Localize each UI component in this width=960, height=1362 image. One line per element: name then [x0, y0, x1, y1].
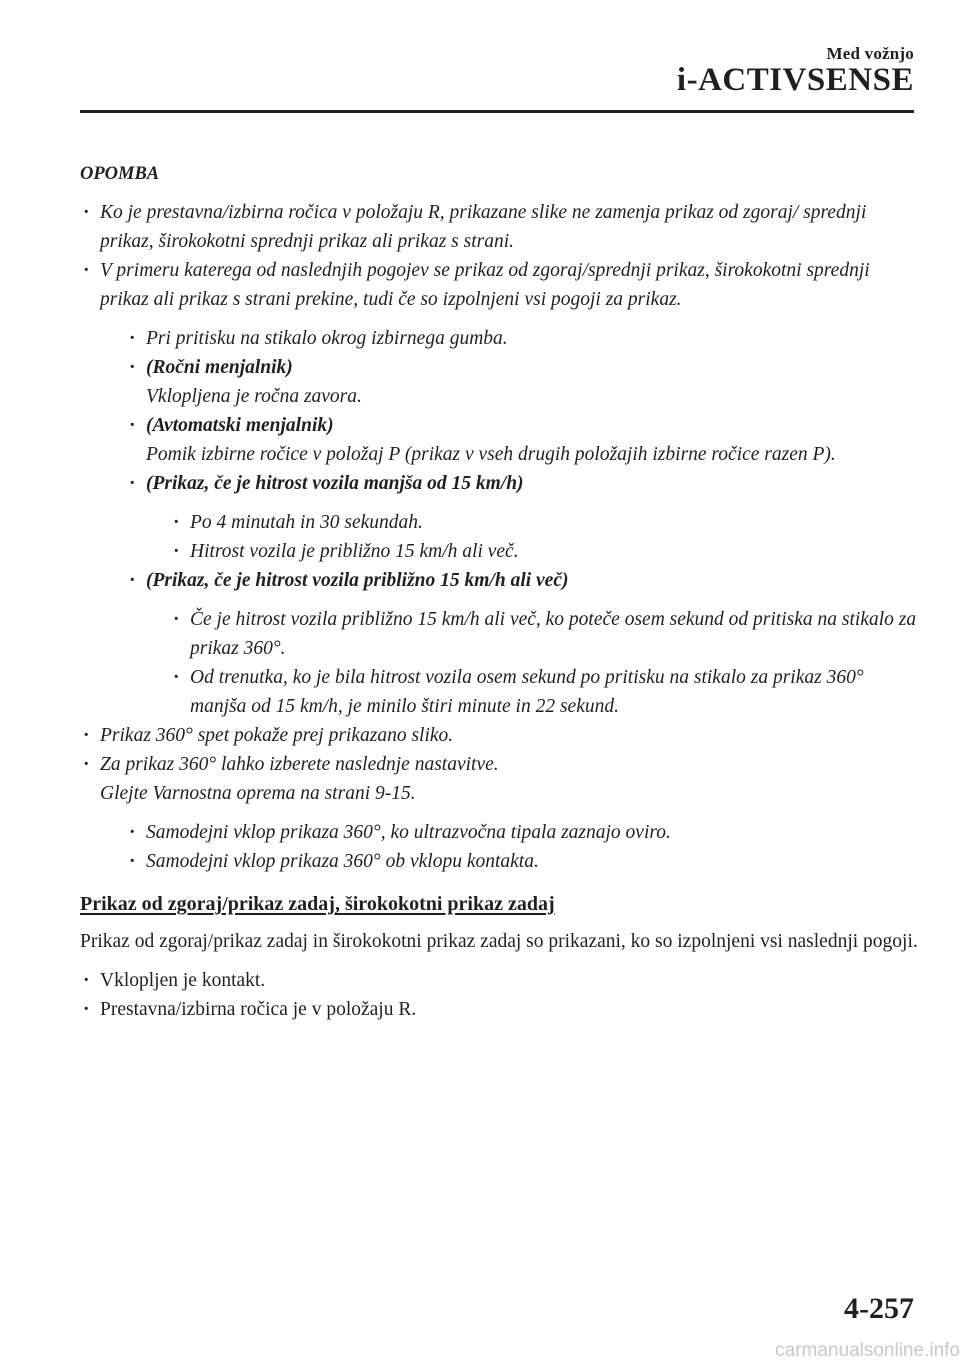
- footer-watermark-url: carmanualsonline.info: [775, 1340, 960, 1361]
- note-bullet-list: [80, 198, 920, 876]
- note-subsublist: [170, 508, 920, 566]
- note-subsubitem: · Od trenutka, ko je bila hitrost vozila osem sekund po pritisku na stikalo za prikaz 360° manjša od 15 km/h, je minilo štiri minute in 22 sekund.: [170, 663, 920, 721]
- page-number: 4-257: [844, 1292, 914, 1325]
- note-bullet: [80, 256, 920, 721]
- note-subitem-text: Vklopljena je ročna zavora.: [146, 386, 362, 407]
- note-sublist: [126, 818, 920, 876]
- note-subitem: [126, 353, 920, 411]
- note-subsubitem: · Če je hitrost vozila približno 15 km/h ali več, ko poteče osem sekund od pritiska na stikalo za prikaz 360°.: [170, 605, 920, 663]
- note-title: OPOMBA: [80, 164, 160, 184]
- section-paragraph: Prikaz od zgoraj/prikaz zadaj in širokokotni prikaz zadaj so prikazani, ko so izpolnjeni vsi naslednji pogoji.: [80, 931, 918, 952]
- note-subitem-heading: (Ročni menjalnik): [146, 357, 293, 378]
- note-cross-reference: Glejte Varnostna oprema na strani 9-15.: [100, 783, 416, 804]
- page-content: [80, 160, 920, 1024]
- section-bullet-list: [80, 966, 920, 1024]
- note-block: [80, 160, 920, 876]
- note-bullet-text: V primeru katerega od naslednjih pogojev se prikaz od zgoraj/sprednji prikaz, širokokotni sprednji prikaz ali prikaz s strani prekine, tudi če so izpolnjeni vsi pogoji za prikaz.: [100, 260, 870, 310]
- note-subitem-text: Pomik izbirne ročice v položaj P (prikaz v vseh drugih položajih izbirne ročice razen P).: [146, 444, 836, 465]
- section-bullet: · Prestavna/izbirna ročica je v položaju R.: [80, 995, 920, 1024]
- note-subitem: · Samodejni vklop prikaza 360°, ko ultrazvočna tipala zaznajo oviro.: [126, 818, 920, 847]
- note-bullet: · Ko je prestavna/izbirna ročica v položaju R, prikazane slike ne zamenja prikaz od zgoraj/ sprednji prikaz, širokokotni sprednji prikaz ali prikaz s strani.: [80, 198, 920, 256]
- header-section-label: Med vožnjo: [826, 44, 914, 63]
- note-subitem: · Samodejni vklop prikaza 360° ob vklopu kontakta.: [126, 847, 920, 876]
- section-heading: Prikaz od zgoraj/prikaz zadaj, širokokotni prikaz zadaj: [80, 893, 555, 915]
- header-divider: [80, 110, 914, 113]
- section-bullet: · Vklopljen je kontakt.: [80, 966, 920, 995]
- note-bullet-text: Za prikaz 360° lahko izberete naslednje nastavitve.: [100, 754, 499, 775]
- note-subsubitem: · Hitrost vozila je približno 15 km/h ali več.: [170, 537, 920, 566]
- note-subitem: [126, 566, 920, 721]
- note-subsubitem: · Po 4 minutah in 30 sekundah.: [170, 508, 920, 537]
- note-bullet: [80, 750, 920, 876]
- header-chapter-title: i-ACTIVSENSE: [676, 62, 914, 98]
- note-subitem: · Pri pritisku na stikalo okrog izbirnega gumba.: [126, 324, 920, 353]
- note-subitem: [126, 411, 920, 469]
- note-subsublist: [170, 605, 920, 721]
- note-subitem-heading: (Prikaz, če je hitrost vozila približno 15 km/h ali več): [146, 570, 569, 591]
- note-subitem-heading: (Prikaz, če je hitrost vozila manjša od 15 km/h): [146, 473, 524, 494]
- note-subitem-heading: (Avtomatski menjalnik): [146, 415, 334, 436]
- note-subitem: [126, 469, 920, 566]
- note-bullet: · Prikaz 360° spet pokaže prej prikazano sliko.: [80, 721, 920, 750]
- note-sublist: [126, 324, 920, 721]
